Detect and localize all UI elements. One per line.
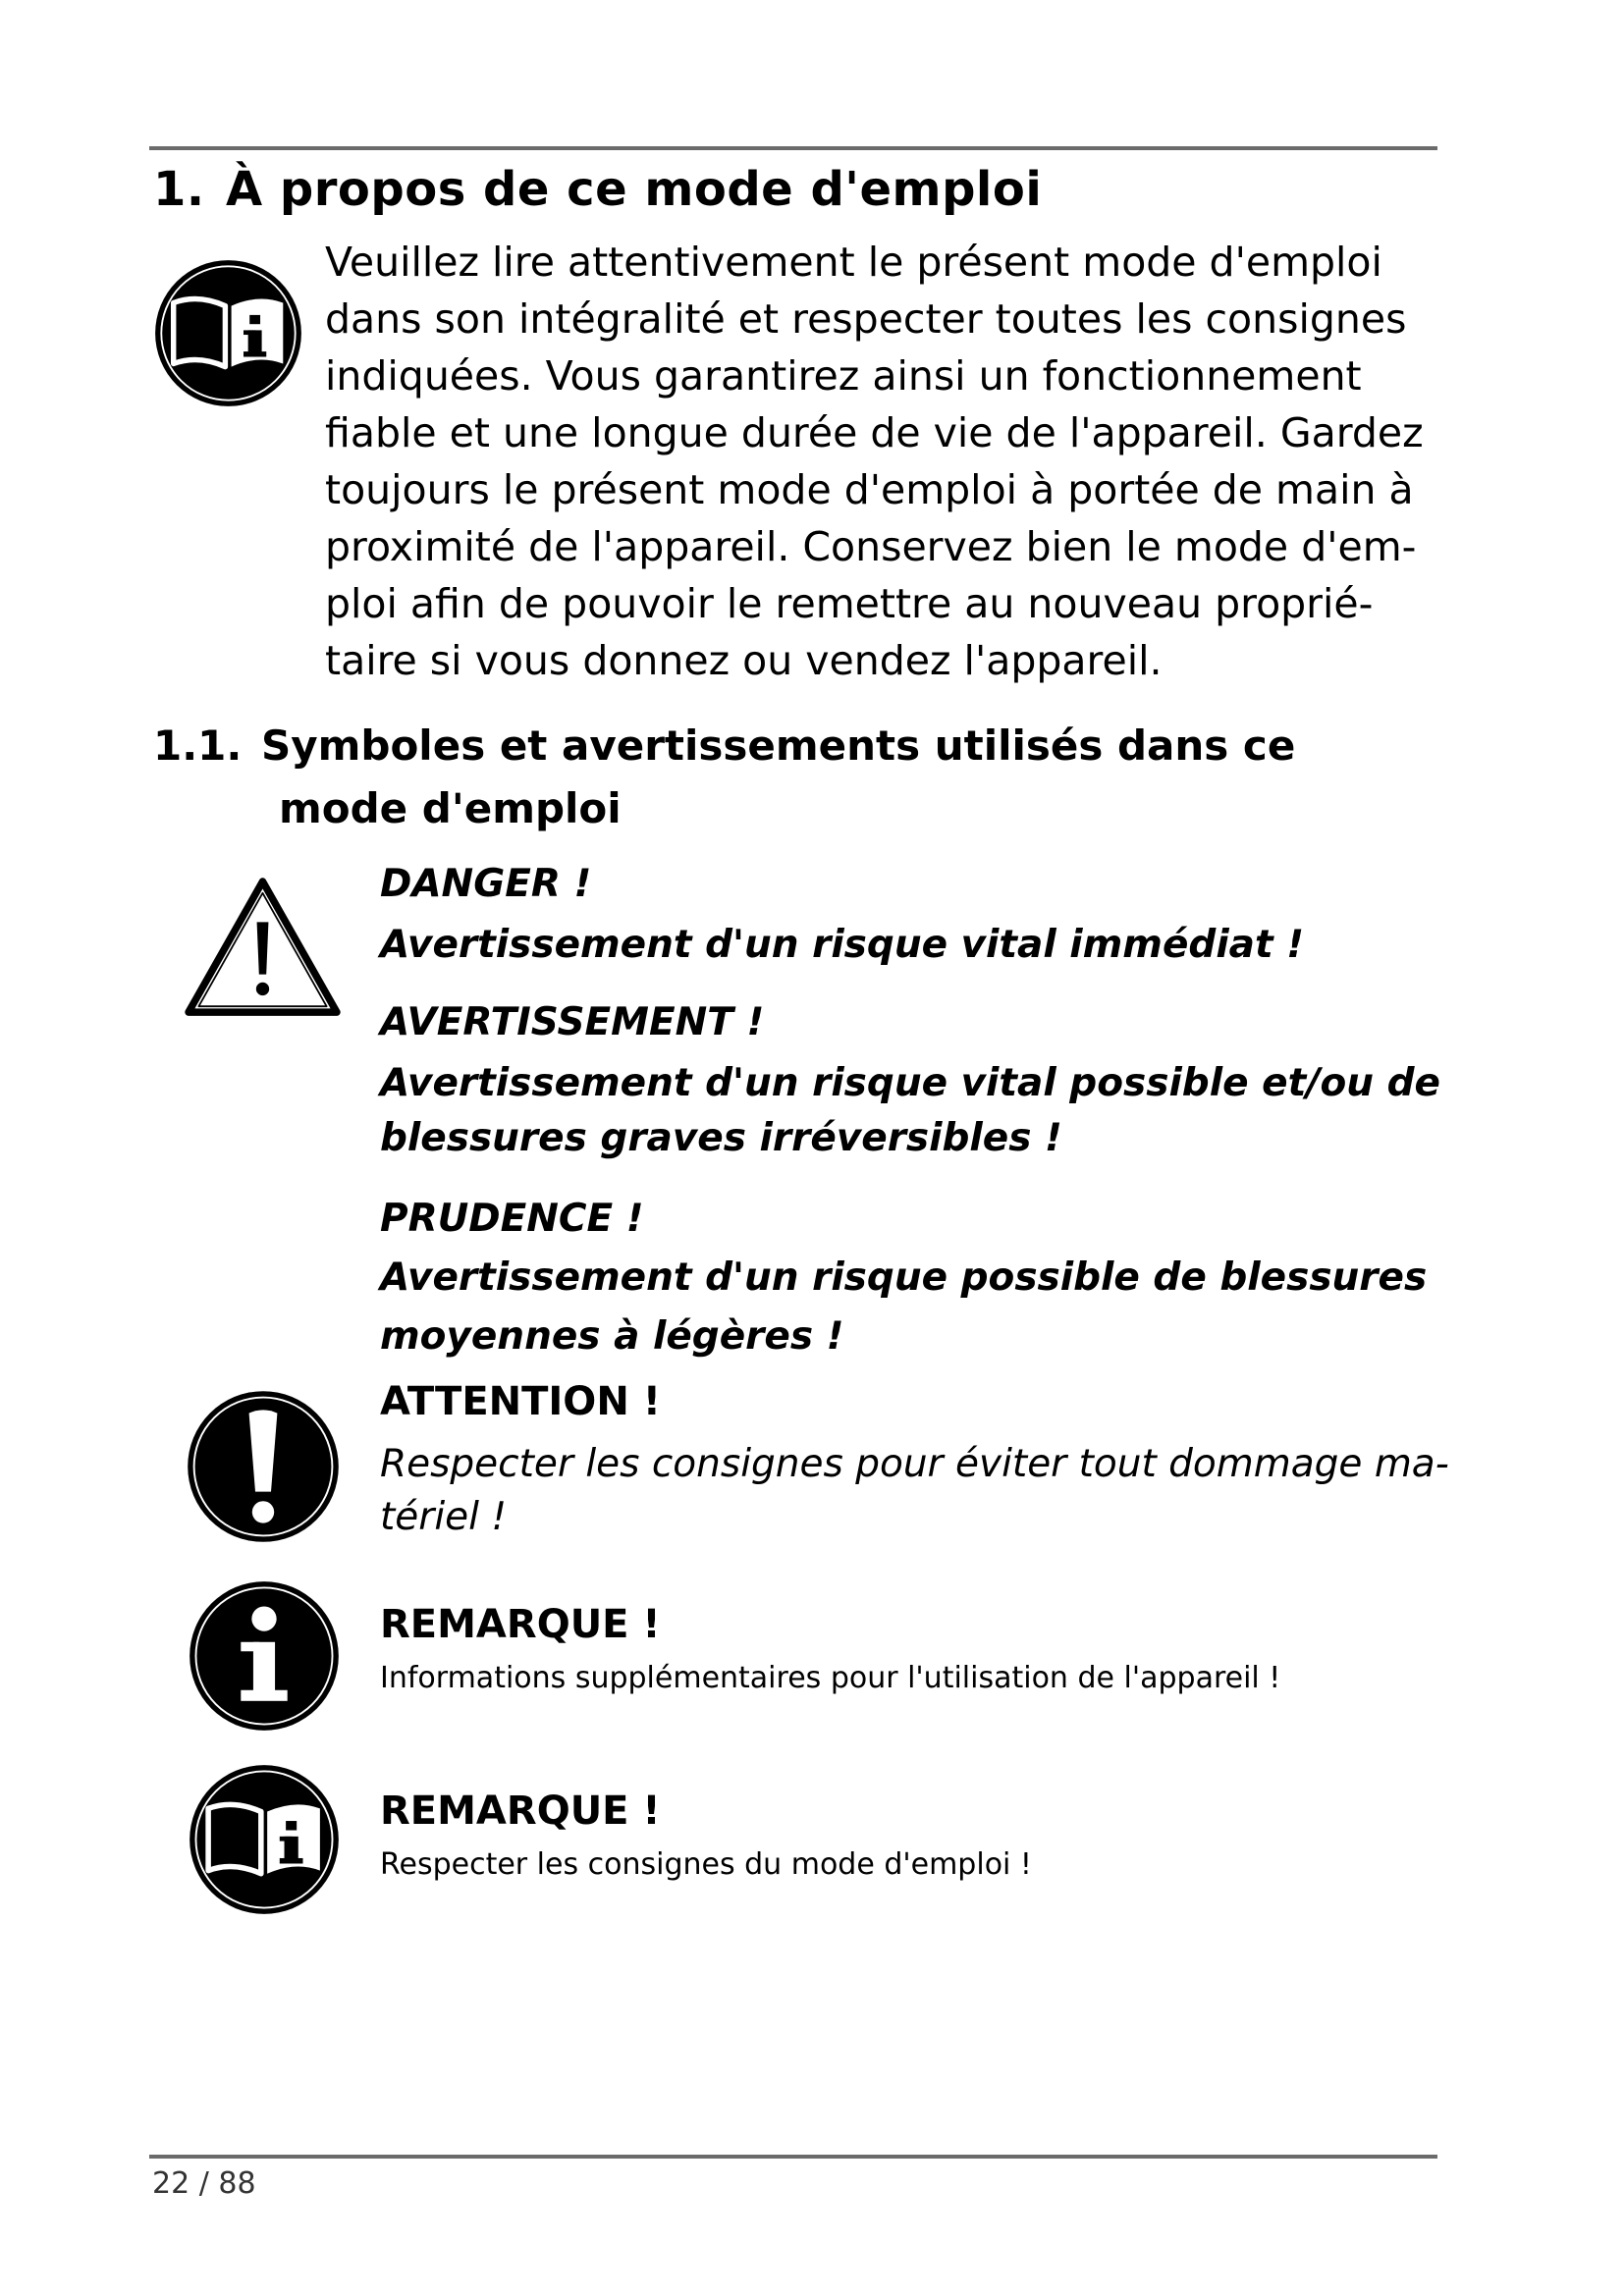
warning-triangle-icon (182, 876, 344, 1021)
intro-paragraph (325, 234, 1425, 689)
danger-text: Avertissement d'un risque vital immédiat ! (380, 923, 1305, 967)
intro-line: indiquées. Vous garantirez ainsi un fonctionnement (325, 352, 1362, 400)
section-number: 1. (153, 162, 205, 217)
subsection-title-line2: mode d'emploi (279, 784, 622, 832)
section-heading (153, 157, 1042, 222)
attention-text-line1: Respecter les consignes pour éviter tout dommage ma- (380, 1442, 1449, 1486)
intro-line: proximité de l'appareil. Conservez bien le mode d'em- (325, 523, 1417, 570)
prudence-label: PRUDENCE ! (380, 1197, 644, 1241)
manual-info-icon (152, 257, 304, 409)
intro-line: dans son intégralité et respecter toutes les consignes (325, 295, 1407, 343)
intro-line: taire si vous donnez ou vendez l'appareil. (325, 637, 1163, 684)
info-icon (187, 1578, 342, 1734)
avertissement-label: AVERTISSEMENT ! (380, 1000, 765, 1044)
attention-label: ATTENTION ! (380, 1379, 661, 1424)
remarque-manual-label: REMARQUE ! (380, 1789, 661, 1834)
intro-line: fiable et une longue durée de vie de l'appareil. Gardez (325, 409, 1424, 456)
remarque-info-text: Informations supplémentaires pour l'utilisation de l'appareil ! (380, 1661, 1281, 1695)
danger-label: DANGER ! (380, 862, 592, 906)
bottom-rule (149, 2155, 1437, 2159)
intro-line: toujours le présent mode d'emploi à portée de main à (325, 466, 1414, 513)
exclamation-icon (185, 1388, 342, 1545)
prudence-text-line2: moyennes à légères ! (380, 1314, 844, 1359)
section-title: À propos de ce mode d'emploi (226, 162, 1043, 217)
avertissement-text-line1: Avertissement d'un risque vital possible et/ou de (380, 1061, 1440, 1105)
intro-line: ploi afin de pouvoir le remettre au nouveau proprié- (325, 580, 1374, 627)
subsection-number: 1.1. (153, 721, 243, 770)
avertissement-text-line2: blessures graves irréversibles ! (380, 1116, 1062, 1160)
manual-icon (187, 1762, 342, 1917)
attention-text-line2: tériel ! (380, 1495, 508, 1539)
page-number: 22 / 88 (152, 2166, 256, 2201)
top-rule (149, 146, 1437, 150)
remarque-manual-text: Respecter les consignes du mode d'emploi ! (380, 1847, 1032, 1882)
remarque-info-label: REMARQUE ! (380, 1602, 661, 1647)
subsection-title-line1: Symboles et avertissements utilisés dans ce (261, 721, 1296, 770)
subsection-heading (153, 715, 1295, 840)
prudence-text-line1: Avertissement d'un risque possible de blessures (380, 1255, 1428, 1300)
intro-line: Veuillez lire attentivement le présent mode d'emploi (325, 239, 1382, 286)
